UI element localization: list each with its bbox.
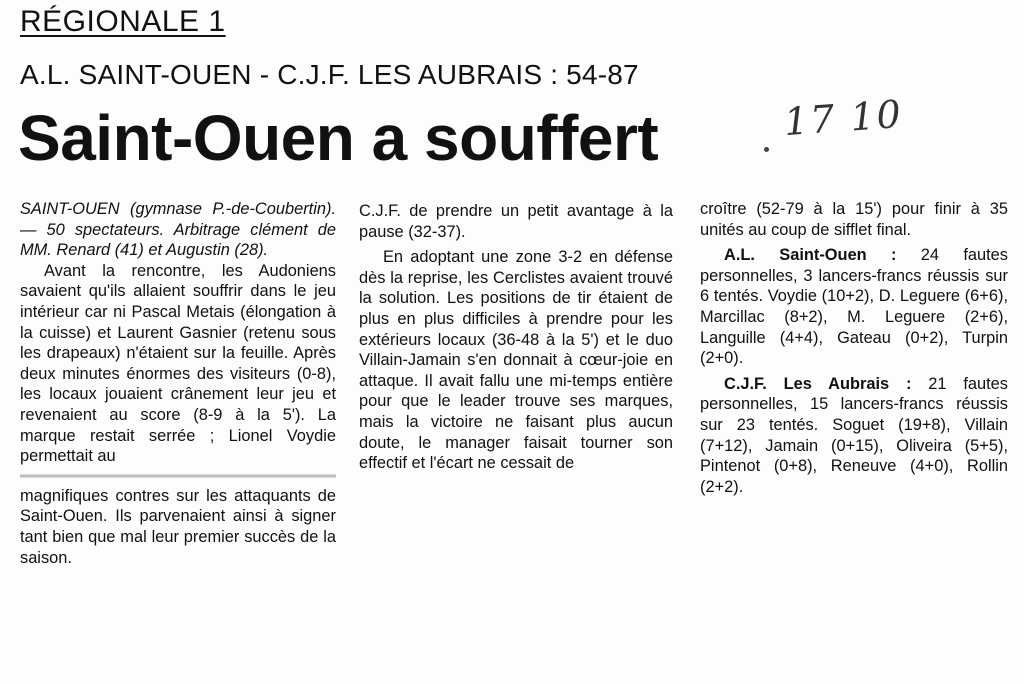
- article-paragraph: Avant la rencontre, les Audoniens savaient qu'ils allaient souffrir dans le jeu intérieur car ni Pascal Metais (élongation à la cuisse) et Laurent Gasnier (retenu sous les drapeaux) n'étaient sur la feuille. Après deux minutes énormes des visiteurs (0-8), les locaux jouaient crânement leur jeu et revenaient au score (8-9 à la 5'). La marque restait serrée ; Lionel Voydie permettait au: [20, 261, 336, 466]
- article-column-2: [359, 201, 673, 474]
- article-column-1: [20, 199, 336, 568]
- team-stats-saint-ouen: [700, 245, 1008, 369]
- article-intro: SAINT-OUEN (gymnase P.-de-Coubertin). — 50 spectateurs. Arbitrage clément de MM. Renard (41) et Augustin (28).: [20, 200, 336, 260]
- section-rubric: RÉGIONALE 1: [20, 5, 226, 38]
- match-score-line: A.L. SAINT-OUEN - C.J.F. LES AUBRAIS : 54-87: [20, 59, 639, 90]
- article-paragraph: En adoptant une zone 3-2 en défense dès la reprise, les Cerclistes avaient trouvé la solution. Les positions de tir étaient de plus en plus difficiles à prendre pour les extérieurs locaux (36-48 à la 5') et le duo Villain-Jamain s'en donnait à cœur-joie en attaque. Il avait fallu une mi-temps entière pour que le leader trouve ses marques, mais la victoire ne faisant plus aucun doute, le manager faisait tourner son effectif et l'écart ne cessait de: [359, 248, 673, 473]
- handwritten-date-note: 17 10: [782, 91, 905, 145]
- team-stats-text: 24 fautes personnelles, 3 lancers-francs réussis sur 6 tentés. Voydie (10+2), D. Leguere (6+6), Marcillac (8+2), M. Leguere (2+6), Languille (4+4), Gateau (0+2), Turpin (2+0).: [700, 246, 1008, 368]
- article-paragraph: C.J.F. de prendre un petit avantage à la pause (32-37).: [359, 202, 673, 241]
- team-name: C.J.F. Les Aubrais :: [724, 374, 912, 393]
- headline: Saint-Ouen a souffert: [18, 102, 659, 174]
- team-stats-text: 21 fautes personnelles, 15 lancers-francs réussis sur 23 tentés. Soguet (19+8), Villain (7+12), Jamain (0+15), Oliveira (5+5), Pintenot (0+8), Reneuve (4+0), Rollin (2+2).: [700, 374, 1008, 496]
- article-paragraph-continued: magnifiques contres sur les attaquants de Saint-Ouen. Ils parvenaient ainsi à signer tant bien que mal leur premier succès de la saison.: [20, 486, 336, 567]
- article-paragraph: croître (52-79 à la 15') pour finir à 35 unités au coup de sifflet final.: [700, 200, 1008, 239]
- team-name: A.L. Saint-Ouen :: [724, 246, 897, 265]
- team-stats-les-aubrais: [700, 374, 1008, 498]
- obscured-line: [20, 468, 336, 484]
- ink-dot: [764, 147, 769, 152]
- article-column-3: [700, 199, 1008, 497]
